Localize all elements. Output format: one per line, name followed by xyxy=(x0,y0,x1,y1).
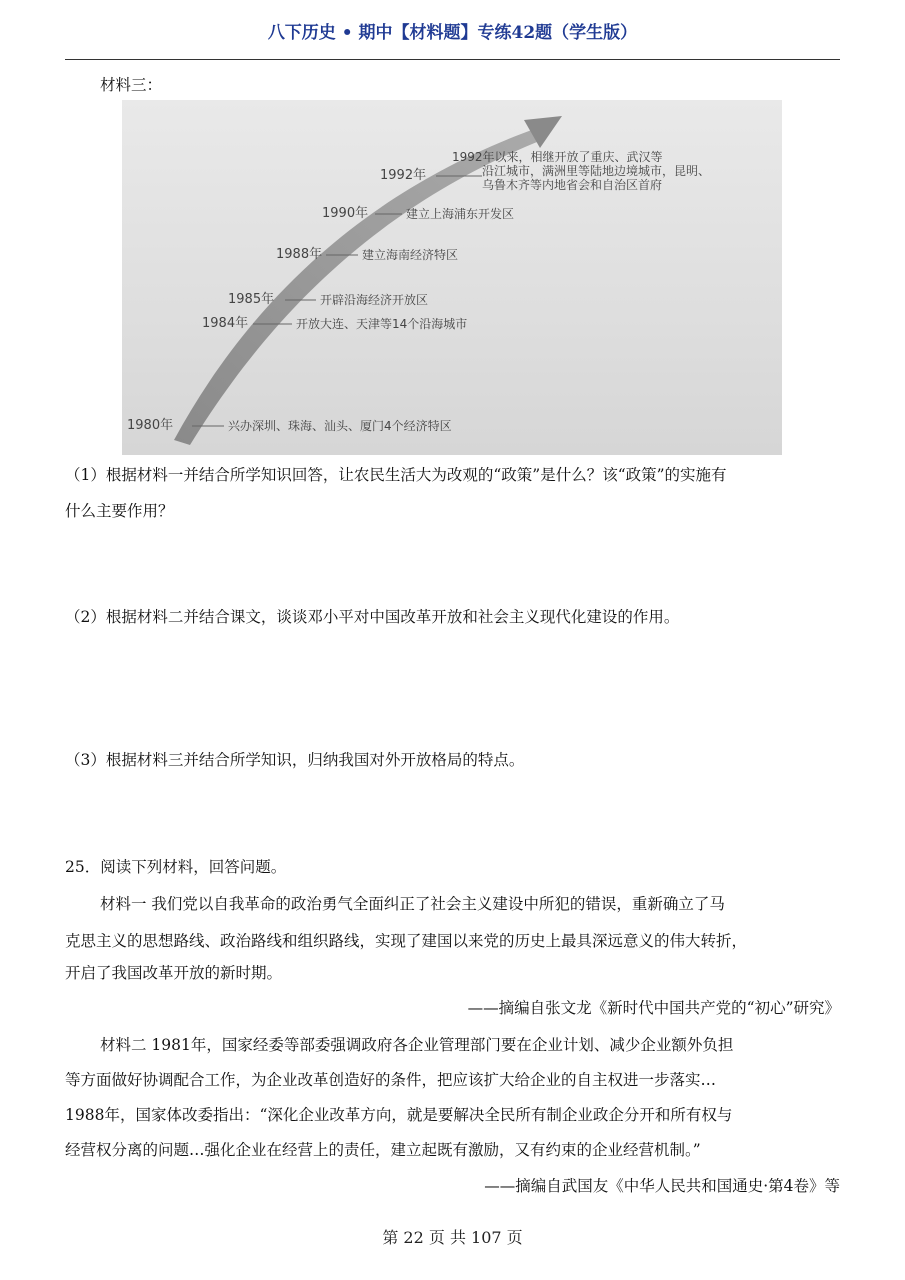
material-1-line-1: 材料一 我们党以自我革命的政治勇气全面纠正了社会主义建设中所犯的错误，重新确立了马 xyxy=(100,895,725,913)
material-2-line-3: 1988年，国家体改委指出：“深化企业改革方向，就是要解决全民所有制企业政企分开和所有权与 xyxy=(65,1106,733,1124)
question-25-title: 25．阅读下列材料，回答问题。 xyxy=(65,858,287,876)
material3-label: 材料三： xyxy=(100,76,163,94)
event-1985-text: 开辟沿海经济开放区 xyxy=(320,293,429,307)
document-header: 八下历史 • 期中【材料题】专练42题（学生版） xyxy=(267,23,638,43)
event-1990-year: 1990年 xyxy=(322,206,369,221)
material-1-line-3: 开启了我国改革开放的新时期。 xyxy=(65,964,283,982)
event-1984-text: 开放大连、天津等14个沿海城市 xyxy=(296,317,468,331)
material-1-line-2: 克思主义的思想路线、政治路线和组织路线，实现了建国以来党的历史上最具深远意义的伟大转折， xyxy=(65,932,748,950)
event-1988-text: 建立海南经济特区 xyxy=(362,248,459,262)
event-1990-text: 建立上海浦东开发区 xyxy=(406,207,515,221)
event-1980-text: 兴办深圳、珠海、汕头、厦门4个经济特区 xyxy=(228,419,452,433)
event-1988-year: 1988年 xyxy=(276,247,323,262)
material-2-source: ——摘编自武国友《中华人民共和国通史·第4卷》等 xyxy=(484,1177,840,1195)
header-divider xyxy=(65,59,840,60)
event-1992-text: 1992年以来，相继开放了重庆、武汉等 沿江城市，满洲里等陆地边境城市，昆明、 乌鲁木齐等内地省会和自治区首府 xyxy=(452,150,711,192)
material-2-line-4: 经营权分离的问题…强化企业在经营上的责任，建立起既有激励，又有约束的企业经营机制。” xyxy=(65,1141,701,1159)
page-number: 第 22 页 共 107 页 xyxy=(382,1228,523,1247)
question-1-line-2: 什么主要作用？ xyxy=(65,502,174,520)
event-1984-year: 1984年 xyxy=(202,316,249,331)
question-1-line-1: （1）根据材料一并结合所学知识回答，让农民生活大为改观的“政策”是什么？该“政策”的实施有 xyxy=(65,466,727,484)
event-1992-year: 1992年 xyxy=(380,168,427,183)
question-3: （3）根据材料三并结合所学知识，归纳我国对外开放格局的特点。 xyxy=(65,751,525,769)
material-2-line-2: 等方面做好协调配合工作，为企业改革创造好的条件，把应该扩大给企业的自主权进一步落实… xyxy=(65,1071,717,1089)
material-2-line-1: 材料二 1981年，国家经委等部委强调政府各企业管理部门要在企业计划、减少企业额外负担 xyxy=(100,1036,734,1054)
question-2: （2）根据材料二并结合课文，谈谈邓小平对中国改革开放和社会主义现代化建设的作用。 xyxy=(65,608,680,626)
event-1985-year: 1985年 xyxy=(228,292,275,307)
material-1-source: ——摘编自张文龙《新时代中国共产党的“初心”研究》 xyxy=(467,999,840,1017)
opening-up-timeline-figure xyxy=(122,100,782,455)
event-1980-year: 1980年 xyxy=(127,418,174,433)
